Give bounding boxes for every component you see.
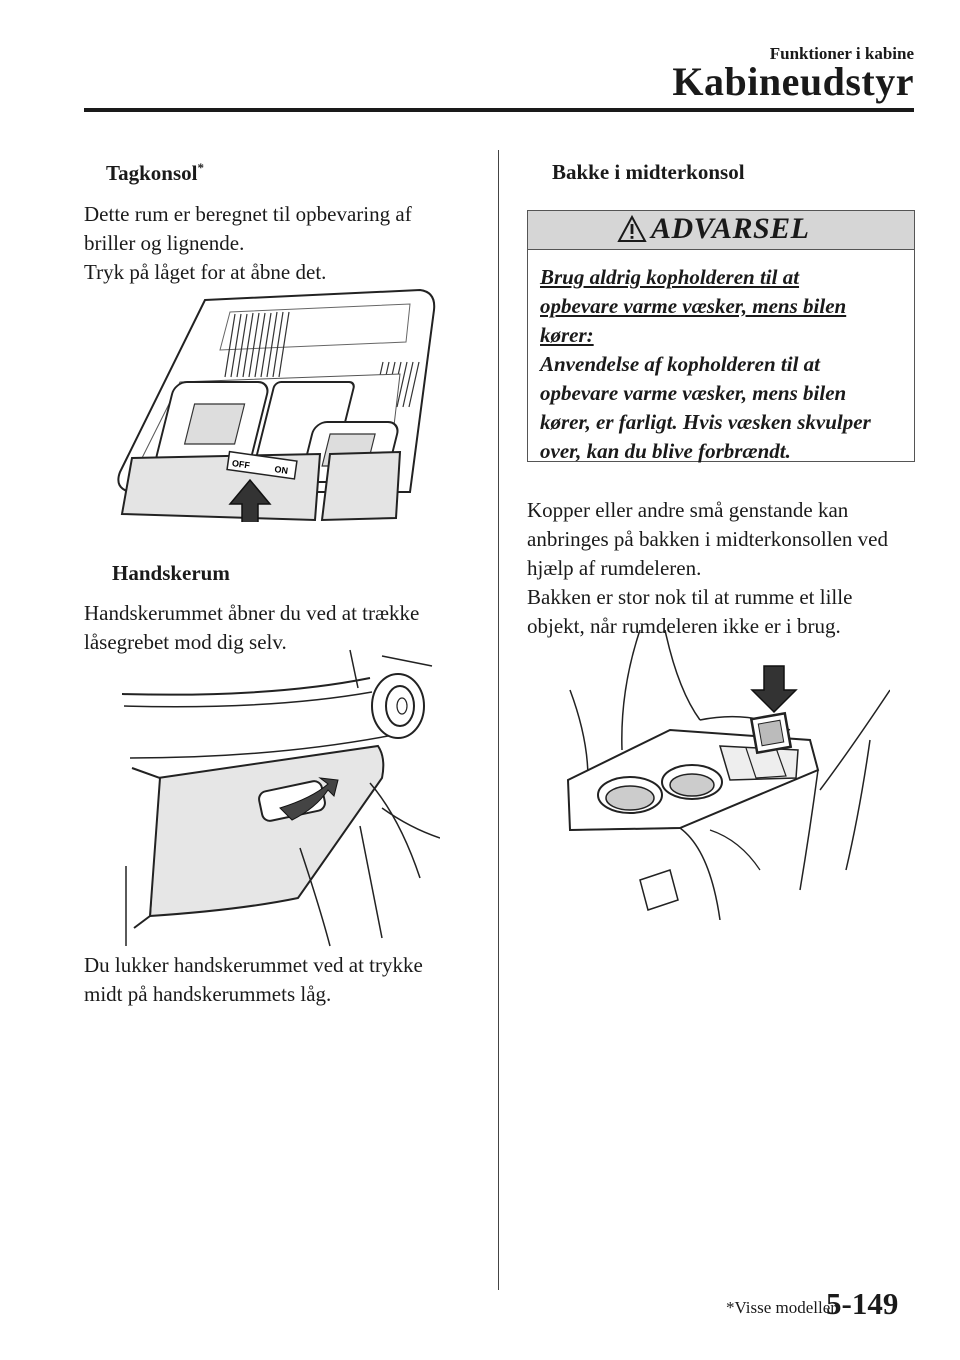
insert-arrow-icon [752, 666, 796, 712]
section-subtitle: Funktioner i kabine [769, 44, 914, 63]
warning-header [528, 211, 914, 250]
bakke-text-line: Bakken er stor nok til at rumme et lille [527, 585, 853, 609]
warning-body-line: kører, er farligt. Hvis væsken skvulper [540, 410, 871, 434]
tagkonsol-heading: Tagkonsol* [106, 160, 204, 185]
bakke-text-line: anbringes på bakken i midterkonsollen ved [527, 527, 888, 551]
bakke-heading: Bakke i midterkonsol [552, 160, 745, 184]
warning-lead-line: opbevare varme væsker, mens bilen [540, 294, 847, 318]
header-rule [84, 108, 914, 112]
handskerum-close-line: Du lukker handskerummet ved at trykke [84, 953, 423, 977]
page-number: 5-149 [826, 1286, 899, 1321]
model-asterisk: * [197, 160, 204, 175]
tagkonsol-text-line: briller og lignende. [84, 231, 245, 255]
on-label: ON [273, 464, 289, 476]
warning-body-line: over, kan du blive forbrændt. [540, 439, 791, 463]
tagkonsol-text-line: Dette rum er beregnet til opbevaring af [84, 202, 412, 226]
page-title: Kabineudstyr [672, 59, 914, 104]
handskerum-text-line: Handskerummet åbner du ved at trække [84, 601, 420, 625]
warning-box [527, 210, 915, 462]
column-divider [498, 150, 499, 1290]
handskerum-text-line: låsegrebet mod dig selv. [84, 630, 287, 654]
warning-title: ADVARSEL [651, 212, 810, 245]
tagkonsol-text-line: Tryk på låget for at åbne det. [84, 260, 327, 284]
off-label: OFF [231, 458, 251, 471]
handskerum-heading: Handskerum [112, 561, 230, 585]
glove-box-figure [120, 648, 440, 948]
bakke-text-line: Kopper eller andre små genstande kan [527, 498, 849, 522]
overhead-console-figure [110, 282, 440, 522]
warning-body-line: opbevare varme væsker, mens bilen [540, 381, 847, 405]
warning-lead-line: Brug aldrig kopholderen til at [540, 265, 800, 289]
handskerum-close-line: midt på handskerummets låg. [84, 982, 332, 1006]
center-console-tray-figure [560, 630, 890, 920]
model-footnote: *Visse modeller. [726, 1298, 840, 1317]
warning-body-line: Anvendelse af kopholderen til at [540, 352, 820, 376]
bakke-text-line: hjælp af rumdeleren. [527, 556, 702, 580]
bakke-text-line: objekt, når rumdeleren ikke er i brug. [527, 614, 841, 638]
warning-triangle-icon [617, 215, 647, 243]
warning-lead-line: kører: [540, 323, 594, 347]
